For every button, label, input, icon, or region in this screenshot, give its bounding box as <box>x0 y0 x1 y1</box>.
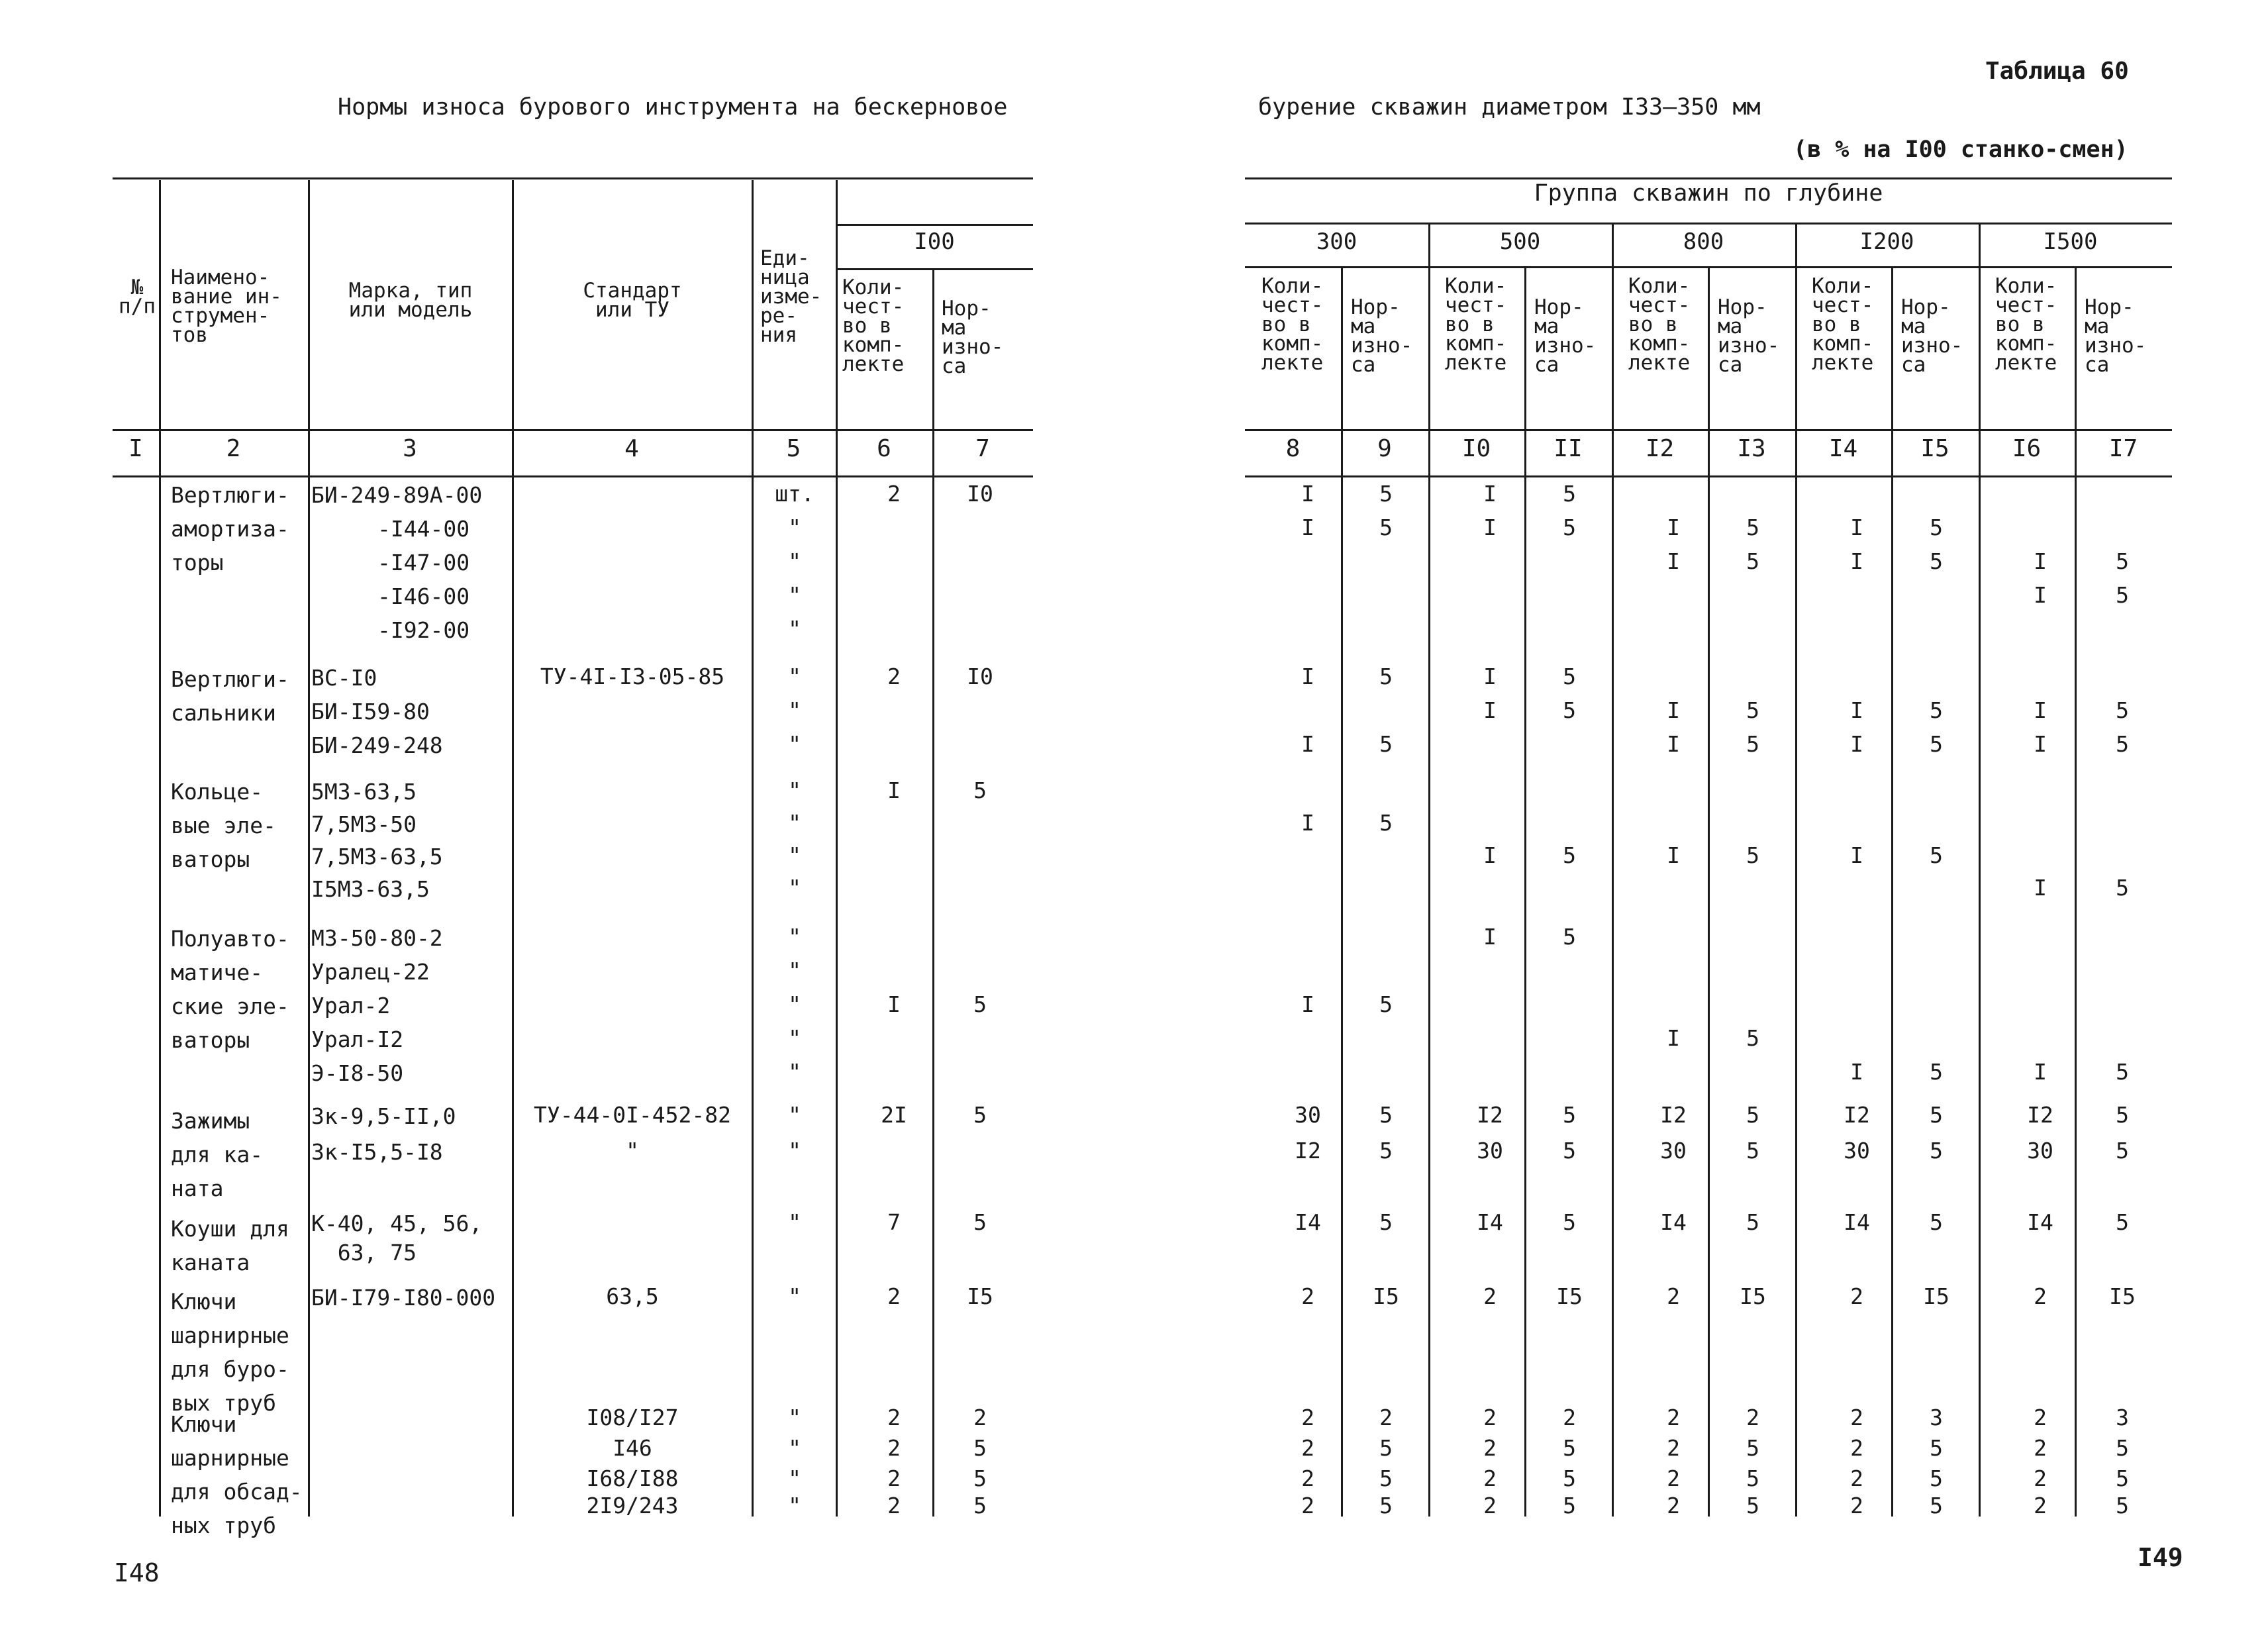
depth-norm-cell: I5 <box>2109 1283 2136 1309</box>
header-norm: Нор- ма изно- са <box>2085 295 2147 377</box>
depth-qty-cell: 2 <box>1301 1283 1314 1309</box>
depth-norm-cell: 5 <box>1930 1059 1943 1085</box>
depth-qty-cell: I <box>2034 875 2047 901</box>
brand-cell: Урал-I2 <box>311 1026 404 1052</box>
header-qty: Коли- чест- во в комп- лекте <box>1445 274 1507 375</box>
depth-qty-cell: 2 <box>1483 1435 1497 1461</box>
depth-norm-cell: 5 <box>1563 1209 1576 1235</box>
depth-norm-cell: I5 <box>1373 1283 1399 1309</box>
depth-qty-cell: I2 <box>1844 1102 1870 1128</box>
depth-norm-cell: 5 <box>1379 1209 1393 1235</box>
depth-qty-cell: I4 <box>1295 1209 1321 1235</box>
depth-norm-cell: 3 <box>2116 1405 2129 1430</box>
brand-cell: -I47-00 <box>377 550 470 575</box>
depth-norm-cell: 5 <box>1746 515 1759 540</box>
header-norm-100: Нор- ма изно- са <box>942 297 1004 378</box>
unit-cell: шт. <box>775 481 814 507</box>
depth-qty-cell: 2 <box>1667 1493 1680 1519</box>
qty-cell: I <box>887 991 901 1017</box>
depth-norm-cell: 2 <box>1379 1405 1393 1430</box>
unit-cell: " <box>788 1405 801 1430</box>
depth-qty-cell: I <box>1850 515 1863 540</box>
unit-cell: " <box>788 991 801 1017</box>
column-number: I <box>128 435 143 462</box>
depth-norm-cell: 5 <box>1379 1493 1393 1519</box>
depth-norm-cell: 2 <box>1563 1405 1576 1430</box>
brand-cell: I5МЗ-63,5 <box>311 876 430 902</box>
depth-norm-cell: 5 <box>1379 1466 1393 1491</box>
group-name: Вертлюги- сальники <box>171 666 289 726</box>
depth-norm-cell: 5 <box>1930 842 1943 868</box>
column-number: 7 <box>975 435 990 462</box>
depth-qty-cell: 2 <box>2034 1466 2047 1491</box>
depth-norm-cell: 5 <box>1746 731 1759 757</box>
column-number: I6 <box>2012 435 2042 462</box>
h-rule <box>113 177 1033 179</box>
depth-norm-cell: 5 <box>1930 1466 1943 1491</box>
unit-cell: " <box>788 697 801 723</box>
depth-qty-cell: I4 <box>1477 1209 1503 1235</box>
depth-qty-cell: I <box>2034 697 2047 723</box>
column-number: I5 <box>1920 435 1949 462</box>
depth-qty-cell: I <box>1850 697 1863 723</box>
depth-qty-cell: I4 <box>2027 1209 2053 1235</box>
depth-norm-cell: 5 <box>1379 810 1393 836</box>
depth-norm-cell: 5 <box>1746 1466 1759 1491</box>
h-rule <box>1245 223 2172 224</box>
depth-qty-cell: 2 <box>2034 1493 2047 1519</box>
column-number: 9 <box>1377 435 1392 462</box>
brand-cell: Зк-I5,5-I8 <box>311 1139 443 1165</box>
qty-cell: I <box>887 777 901 803</box>
depth-norm-cell: 5 <box>2116 1493 2129 1519</box>
h-rule <box>113 429 1033 431</box>
unit-cell: " <box>788 731 801 757</box>
column-number: I0 <box>1461 435 1491 462</box>
page-title-left: Нормы износа бурового инструмента на бескерновое <box>338 94 1008 121</box>
qty-cell: 2 <box>887 1405 901 1430</box>
header-name: Наимено- вание ин- струмен- тов <box>171 266 282 347</box>
depth-norm-cell: 5 <box>1746 1102 1759 1128</box>
depth-qty-cell: 2 <box>1483 1405 1497 1430</box>
brand-cell: К-40, 45, 56, 63, 75 <box>311 1211 483 1266</box>
depth-qty-cell: I <box>1850 1059 1863 1085</box>
qty-cell: 2I <box>881 1102 907 1128</box>
depth-qty-cell: 2 <box>2034 1435 2047 1461</box>
group-name: Зажимы для ка- ната <box>171 1108 264 1201</box>
v-rule <box>308 180 310 1517</box>
column-number: 5 <box>786 435 801 462</box>
depth-norm-cell: 5 <box>1563 842 1576 868</box>
depth-norm-cell: 5 <box>1379 731 1393 757</box>
depth-qty-cell: 2 <box>1667 1435 1680 1461</box>
depth-qty-cell: I2 <box>1477 1102 1503 1128</box>
depth-qty-cell: I <box>2034 582 2047 608</box>
header-qty: Коли- чест- во в комп- лекте <box>1995 274 2057 375</box>
group-name: Ключи шарнирные для обсад- ных труб <box>171 1411 303 1538</box>
unit-cell: " <box>788 1466 801 1491</box>
standard-cell: 63,5 <box>606 1283 659 1309</box>
standard-cell: ТУ-4I-I3-05-85 <box>540 664 725 689</box>
depth-qty-cell: 2 <box>1301 1405 1314 1430</box>
standard-cell: " <box>626 1138 639 1164</box>
depth-qty-cell: I <box>1483 664 1497 689</box>
group-name: Коуши для каната <box>171 1216 289 1275</box>
depth-qty-cell: 30 <box>1477 1138 1503 1164</box>
depth-norm-cell: 5 <box>2116 1209 2129 1235</box>
depth-qty-cell: I <box>1667 842 1680 868</box>
depth-norm-cell: 5 <box>1746 1025 1759 1051</box>
v-rule <box>836 180 838 1517</box>
column-number: 6 <box>877 435 891 462</box>
depth-norm-cell: 5 <box>1563 1466 1576 1491</box>
depth-qty-cell: I <box>1850 731 1863 757</box>
depth-qty-cell: I <box>1667 1025 1680 1051</box>
depth-qty-cell: I2 <box>1295 1138 1321 1164</box>
depth-qty-cell: I <box>1301 991 1314 1017</box>
norm-cell: 5 <box>973 1209 987 1235</box>
depth-header: I00 <box>914 228 955 255</box>
group-name: Вертлюги- амортиза- торы <box>171 482 289 575</box>
unit-cell: " <box>788 582 801 608</box>
depth-qty-cell: 2 <box>2034 1405 2047 1430</box>
brand-cell: -I44-00 <box>377 516 470 542</box>
depth-qty-cell: I2 <box>1660 1102 1687 1128</box>
unit-cell: " <box>788 1138 801 1164</box>
depth-norm-cell: 5 <box>1930 548 1943 574</box>
v-rule <box>1795 223 1797 1517</box>
depth-qty-cell: I <box>2034 1059 2047 1085</box>
depth-norm-cell: 5 <box>1379 1102 1393 1128</box>
depth-norm-cell: 5 <box>1379 991 1393 1017</box>
depth-norm-cell: 5 <box>1563 481 1576 507</box>
depth-qty-cell: I <box>1667 731 1680 757</box>
norm-cell: 5 <box>973 1102 987 1128</box>
depth-norm-cell: 5 <box>1746 842 1759 868</box>
brand-cell: БИ-249-248 <box>311 732 443 758</box>
depth-qty-cell: 2 <box>1301 1493 1314 1519</box>
depth-norm-cell: 5 <box>1563 664 1576 689</box>
depth-norm-cell: 5 <box>1563 1138 1576 1164</box>
unit-cell: " <box>788 924 801 950</box>
norm-cell: 5 <box>973 1493 987 1519</box>
depth-qty-cell: I <box>1483 924 1497 950</box>
depth-norm-cell: 5 <box>1746 1209 1759 1235</box>
depth-norm-cell: 5 <box>1930 1435 1943 1461</box>
depth-norm-cell: 5 <box>1563 1102 1576 1128</box>
header-brand: Марка, тип или модель <box>348 279 473 322</box>
norm-cell: 5 <box>973 991 987 1017</box>
depth-norm-cell: 5 <box>1746 548 1759 574</box>
column-number: I2 <box>1645 435 1675 462</box>
depth-norm-cell: 5 <box>1379 1435 1393 1461</box>
unit-cell: " <box>788 664 801 689</box>
header-norm: Нор- ма изно- са <box>1534 295 1597 377</box>
brand-cell: Урал-2 <box>311 993 391 1019</box>
depth-norm-cell: 5 <box>1379 1138 1393 1164</box>
h-rule <box>113 475 1033 477</box>
brand-cell: БИ-249-89А-00 <box>311 482 483 508</box>
header-norm: Нор- ма изно- са <box>1901 295 1963 377</box>
depth-qty-cell: I4 <box>1844 1209 1870 1235</box>
depth-norm-cell: 5 <box>2116 1435 2129 1461</box>
header-qty-100: Коли- чест- во в комп- лекте <box>842 275 905 376</box>
unit-cell: " <box>788 1283 801 1309</box>
brand-cell: 7,5МЗ-63,5 <box>311 844 443 870</box>
page-number-left: I48 <box>114 1558 160 1587</box>
header-depth-group: Группа скважин по глубине <box>1534 180 1883 207</box>
depth-qty-cell: I <box>1301 515 1314 540</box>
depth-norm-cell: 5 <box>1379 481 1393 507</box>
unit-cell: " <box>788 875 801 901</box>
depth-qty-cell: 2 <box>1667 1405 1680 1430</box>
group-name: Ключи шарнирные для буро- вых труб <box>171 1289 289 1416</box>
norm-cell: 5 <box>973 1466 987 1491</box>
column-number: 2 <box>226 435 241 462</box>
column-number: I7 <box>2108 435 2138 462</box>
depth-norm-cell: 5 <box>1746 1138 1759 1164</box>
depth-norm-cell: 5 <box>1930 697 1943 723</box>
unit-cell: " <box>788 616 801 642</box>
norm-cell: 2 <box>973 1405 987 1430</box>
depth-norm-cell: 5 <box>1563 697 1576 723</box>
unit-cell: " <box>788 1102 801 1128</box>
depth-norm-cell: I5 <box>1923 1283 1949 1309</box>
standard-cell: I46 <box>613 1435 652 1461</box>
unit-cell: " <box>788 1435 801 1461</box>
column-number: 4 <box>624 435 639 462</box>
depth-qty-cell: 2 <box>1850 1435 1863 1461</box>
depth-norm-cell: 5 <box>1563 1435 1576 1461</box>
norm-cell: I0 <box>967 481 993 507</box>
brand-cell: БИ-I79-I80-000 <box>311 1285 496 1311</box>
qty-cell: 2 <box>887 481 901 507</box>
qty-cell: 7 <box>887 1209 901 1235</box>
v-rule <box>752 180 754 1517</box>
v-rule <box>1428 223 1430 1517</box>
depth-norm-cell: 5 <box>1746 1493 1759 1519</box>
unit-cell: " <box>788 810 801 836</box>
depth-norm-cell: 5 <box>1930 515 1943 540</box>
table-number: Таблица 60 <box>1985 58 2129 85</box>
brand-cell: Зк-9,5-II,0 <box>311 1103 456 1129</box>
norm-cell: I0 <box>967 664 993 689</box>
column-number: 3 <box>403 435 417 462</box>
unit-cell: " <box>788 515 801 540</box>
depth-qty-cell: 2 <box>1667 1466 1680 1491</box>
standard-cell: 2I9/243 <box>586 1493 679 1519</box>
brand-cell: 7,5МЗ-50 <box>311 811 417 837</box>
depth-qty-cell: I4 <box>1660 1209 1687 1235</box>
depth-qty-cell: 30 <box>1295 1102 1321 1128</box>
page-number-right: I49 <box>2138 1543 2183 1572</box>
unit-cell: " <box>788 1059 801 1085</box>
v-rule <box>1979 223 1981 1517</box>
v-rule <box>159 180 161 1517</box>
depth-norm-cell: I5 <box>1556 1283 1583 1309</box>
depth-qty-cell: 30 <box>1844 1138 1870 1164</box>
h-rule <box>836 224 1033 226</box>
depth-qty-cell: I <box>1483 842 1497 868</box>
header-norm: Нор- ма изно- са <box>1718 295 1780 377</box>
unit-cell: " <box>788 548 801 574</box>
depth-qty-cell: 2 <box>1483 1493 1497 1519</box>
depth-norm-cell: 5 <box>1746 1435 1759 1461</box>
norm-cell: 5 <box>973 1435 987 1461</box>
depth-norm-cell: 5 <box>1930 1209 1943 1235</box>
depth-norm-cell: 5 <box>2116 697 2129 723</box>
depth-qty-cell: 2 <box>1850 1405 1863 1430</box>
depth-qty-cell: I <box>1667 515 1680 540</box>
column-number: 8 <box>1285 435 1301 462</box>
depth-norm-cell: 5 <box>1379 515 1393 540</box>
depth-qty-cell: I <box>1667 548 1680 574</box>
depth-header: 300 <box>1316 228 1357 255</box>
depth-norm-cell: 5 <box>1563 515 1576 540</box>
unit-cell: " <box>788 1025 801 1051</box>
depth-norm-cell: 5 <box>1746 697 1759 723</box>
header-norm: Нор- ма изно- са <box>1351 295 1413 377</box>
standard-cell: I08/I27 <box>586 1405 679 1430</box>
depth-norm-cell: 5 <box>1930 731 1943 757</box>
standard-cell: I68/I88 <box>586 1466 679 1491</box>
depth-header: 500 <box>1499 228 1541 255</box>
brand-cell: -I92-00 <box>377 617 470 643</box>
depth-qty-cell: 2 <box>2034 1283 2047 1309</box>
depth-qty-cell: I <box>1850 548 1863 574</box>
depth-qty-cell: 2 <box>1301 1435 1314 1461</box>
depth-header: I200 <box>1859 228 1914 255</box>
depth-qty-cell: I <box>1850 842 1863 868</box>
unit-cell: " <box>788 1209 801 1235</box>
depth-qty-cell: I <box>1301 664 1314 689</box>
depth-norm-cell: 5 <box>2116 548 2129 574</box>
brand-cell: 5МЗ-63,5 <box>311 779 417 805</box>
depth-qty-cell: I2 <box>2027 1102 2053 1128</box>
depth-norm-cell: 5 <box>2116 1102 2129 1128</box>
units-note: (в % на I00 станко-смен) <box>1793 136 2128 163</box>
unit-cell: " <box>788 958 801 983</box>
header-qty: Коли- чест- во в комп- лекте <box>1628 274 1691 375</box>
depth-norm-cell: 5 <box>2116 875 2129 901</box>
column-number: I4 <box>1828 435 1858 462</box>
header-unit: Еди- ница изме- ре- ния <box>760 246 822 347</box>
depth-qty-cell: I <box>1483 481 1497 507</box>
h-rule <box>836 268 1033 270</box>
column-number: I3 <box>1737 435 1766 462</box>
brand-cell: Э-I8-50 <box>311 1060 404 1086</box>
depth-norm-cell: 5 <box>2116 1466 2129 1491</box>
depth-norm-cell: 5 <box>2116 1138 2129 1164</box>
norm-cell: 5 <box>973 777 987 803</box>
depth-norm-cell: 5 <box>1930 1102 1943 1128</box>
depth-norm-cell: 5 <box>1563 924 1576 950</box>
depth-qty-cell: I <box>2034 731 2047 757</box>
qty-cell: 2 <box>887 1493 901 1519</box>
brand-cell: ВС-I0 <box>311 665 377 691</box>
unit-cell: " <box>788 1493 801 1519</box>
qty-cell: 2 <box>887 1435 901 1461</box>
depth-norm-cell: 5 <box>2116 1059 2129 1085</box>
header-num: № п/п <box>119 275 156 319</box>
depth-norm-cell: 5 <box>1930 1493 1943 1519</box>
depth-norm-cell: 5 <box>1379 664 1393 689</box>
column-number: II <box>1553 435 1583 462</box>
depth-qty-cell: I <box>1483 697 1497 723</box>
depth-header: I500 <box>2043 228 2098 255</box>
depth-qty-cell: 2 <box>1667 1283 1680 1309</box>
depth-norm-cell: 3 <box>1930 1405 1943 1430</box>
depth-norm-cell: I5 <box>1740 1283 1766 1309</box>
depth-qty-cell: 2 <box>1850 1493 1863 1519</box>
depth-qty-cell: 2 <box>1301 1466 1314 1491</box>
depth-norm-cell: 2 <box>1746 1405 1759 1430</box>
page-title-right: бурение скважин диаметром I33–350 мм <box>1258 94 1761 121</box>
depth-qty-cell: 2 <box>1483 1466 1497 1491</box>
depth-norm-cell: 5 <box>1930 1138 1943 1164</box>
depth-qty-cell: I <box>1301 810 1314 836</box>
depth-qty-cell: 2 <box>1850 1283 1863 1309</box>
v-rule <box>512 180 514 1517</box>
brand-cell: МЗ-50-80-2 <box>311 925 443 951</box>
standard-cell: ТУ-44-0I-452-82 <box>533 1102 731 1128</box>
depth-qty-cell: I <box>1301 481 1314 507</box>
unit-cell: " <box>788 842 801 868</box>
header-standard: Стандарт или ТУ <box>583 279 682 322</box>
qty-cell: 2 <box>887 664 901 689</box>
depth-qty-cell: I <box>1483 515 1497 540</box>
depth-qty-cell: I <box>1301 731 1314 757</box>
header-qty: Коли- чест- во в комп- лекте <box>1812 274 1874 375</box>
depth-qty-cell: 30 <box>1660 1138 1687 1164</box>
v-rule <box>1612 223 1614 1517</box>
unit-cell: " <box>788 777 801 803</box>
header-qty: Коли- чест- во в комп- лекте <box>1261 274 1324 375</box>
depth-qty-cell: I <box>1667 697 1680 723</box>
depth-qty-cell: I <box>2034 548 2047 574</box>
depth-norm-cell: 5 <box>2116 731 2129 757</box>
depth-qty-cell: 30 <box>2027 1138 2053 1164</box>
brand-cell: -I46-00 <box>377 583 470 609</box>
depth-qty-cell: 2 <box>1483 1283 1497 1309</box>
qty-cell: 2 <box>887 1283 901 1309</box>
group-name: Кольце- вые эле- ваторы <box>171 779 276 872</box>
qty-cell: 2 <box>887 1466 901 1491</box>
brand-cell: Уралец-22 <box>311 959 430 985</box>
depth-norm-cell: 5 <box>1563 1493 1576 1519</box>
depth-norm-cell: 5 <box>2116 582 2129 608</box>
group-name: Полуавто- матиче- ские эле- ваторы <box>171 926 289 1053</box>
norm-cell: I5 <box>967 1283 993 1309</box>
depth-header: 800 <box>1683 228 1724 255</box>
h-rule <box>1245 177 2172 179</box>
brand-cell: БИ-I59-80 <box>311 699 430 724</box>
depth-qty-cell: 2 <box>1850 1466 1863 1491</box>
